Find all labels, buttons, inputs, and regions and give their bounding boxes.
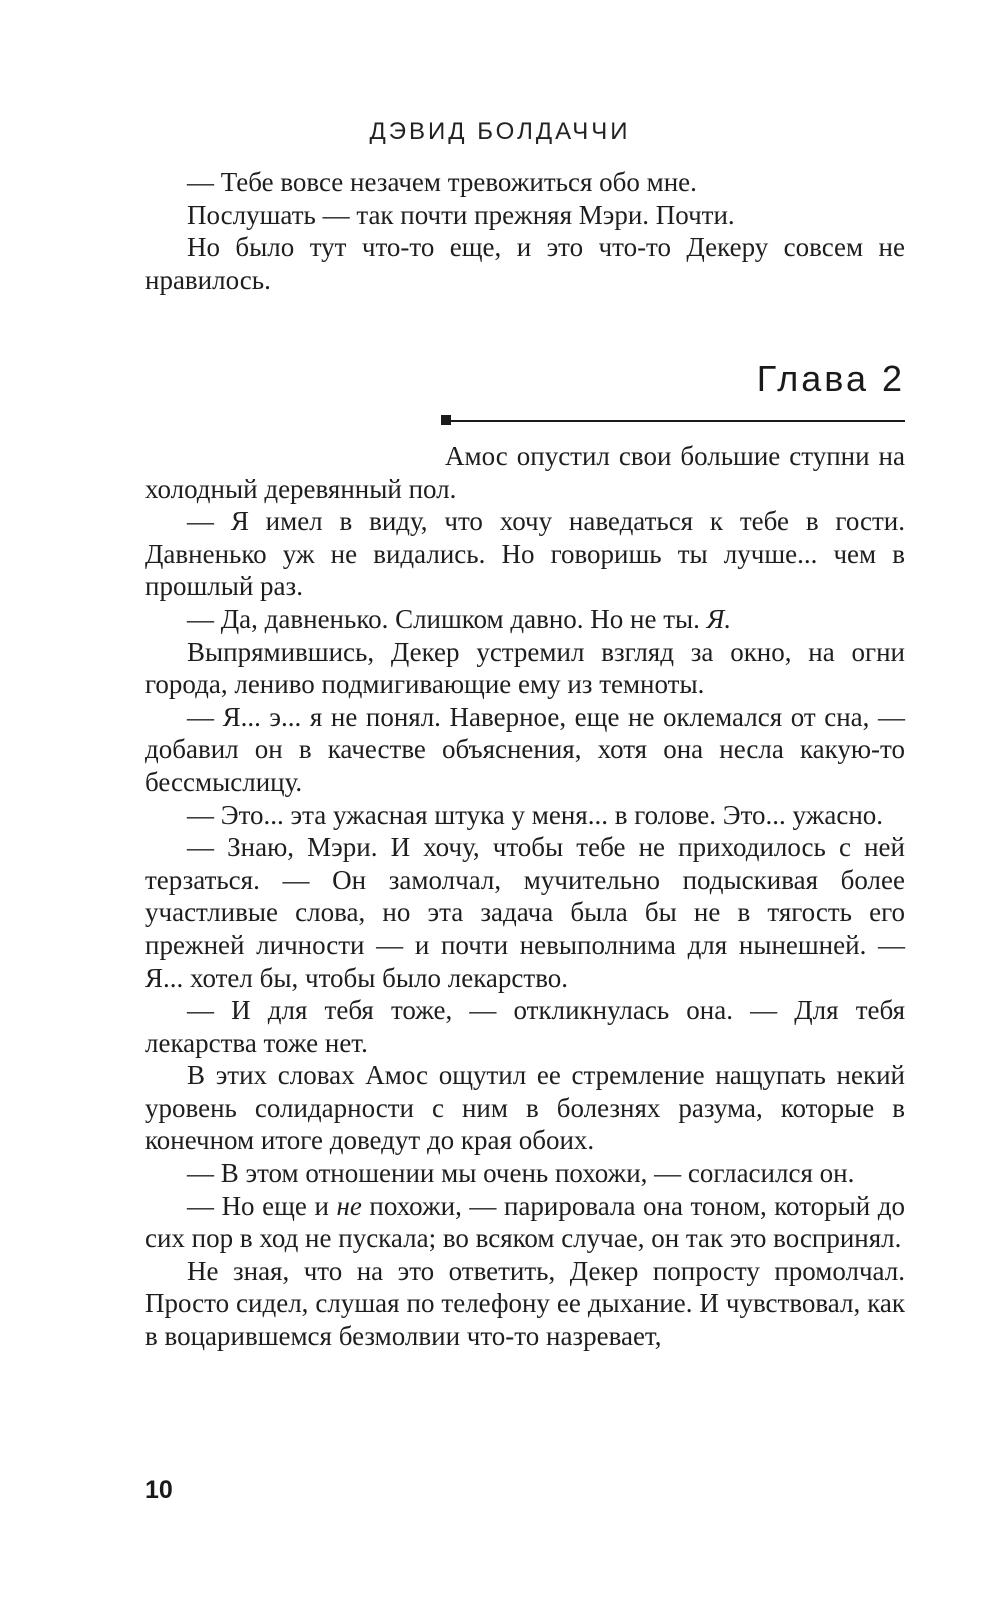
running-head: ДЭВИД БОЛДАЧЧИ [369, 118, 631, 145]
paragraph-text: похожи, — парировала она тоном, который до сих пор в ход не пускала; во всяком случае, он так это воспринял. [145, 1190, 905, 1254]
paragraph: — Тебе вовсе незачем тревожиться обо мне. [187, 167, 697, 197]
paragraph-text: — Но еще и [187, 1190, 337, 1221]
page-number: 10 [145, 1476, 173, 1504]
paragraph: — Я имел в виду, что хочу наведаться к тебе в гости. Давненько уж не видались. Но говоришь ты лучше... чем в прошлый раз. [145, 506, 905, 602]
paragraph: — Я... э... я не понял. Наверное, еще не оклемался от сна, — добавил он в качестве объяснения, хотя она несла какую-то бессмыслицу. [145, 701, 905, 797]
first-paragraph [145, 440, 905, 505]
italic-text: не [336, 1190, 362, 1221]
paragraph: Послушать — так почти прежняя Мэри. Почти. [187, 199, 735, 230]
chapter-rule [445, 420, 905, 422]
paragraph: Но было тут что-то еще, и это что-то Декеру совсем не нравилось. [145, 232, 905, 295]
paragraph [145, 603, 905, 636]
paragraph-text: — Да, давненько. Слишком давно. Но не ты. [187, 603, 707, 634]
paragraph: — Это... эта ужасная штука у меня... в голове. Это... ужасно. [187, 799, 884, 830]
paragraph: — В этом отношении мы очень похожи, — согласился он. [187, 1158, 855, 1189]
paragraph: В этих словах Амос ощутил ее стремление нащупать некий уровень солидарности с ним в болезнях разума, которые в конечном итоге доведут до края обоих. [145, 1060, 905, 1156]
top-text-block [145, 166, 905, 296]
first-paragraph-text: Амос опустил свои большие ступни на холодный деревянный пол. [145, 441, 905, 504]
chapter-text-block [145, 440, 905, 1353]
paragraph [145, 1190, 905, 1255]
paragraph: Не зная, что на это ответить, Декер попросту промолчал. Просто сидел, слушая по телефону ее дыхание. И чувствовал, как в воцарившемся безмолвии что-то назревает, [145, 1255, 905, 1352]
paragraph: — Знаю, Мэри. И хочу, чтобы тебе не приходилось с ней терзаться. — Он замолчал, мучительно подыскивая более участливые слова, но эта задача была бы не в тягость его прежней личности — и почти невыполнима для нынешней. — Я... хотел бы, чтобы было лекарство. [145, 832, 905, 993]
paragraph: — И для тебя тоже, — откликнулась она. — Для тебя лекарства тоже нет. [145, 995, 905, 1058]
chapter-title: Глава 2 [756, 358, 905, 399]
paragraph: Выпрямившись, Декер устремил взгляд за окно, на огни города, лениво подмигивающие ему из темноты. [145, 636, 905, 700]
italic-text: Я. [706, 603, 732, 634]
